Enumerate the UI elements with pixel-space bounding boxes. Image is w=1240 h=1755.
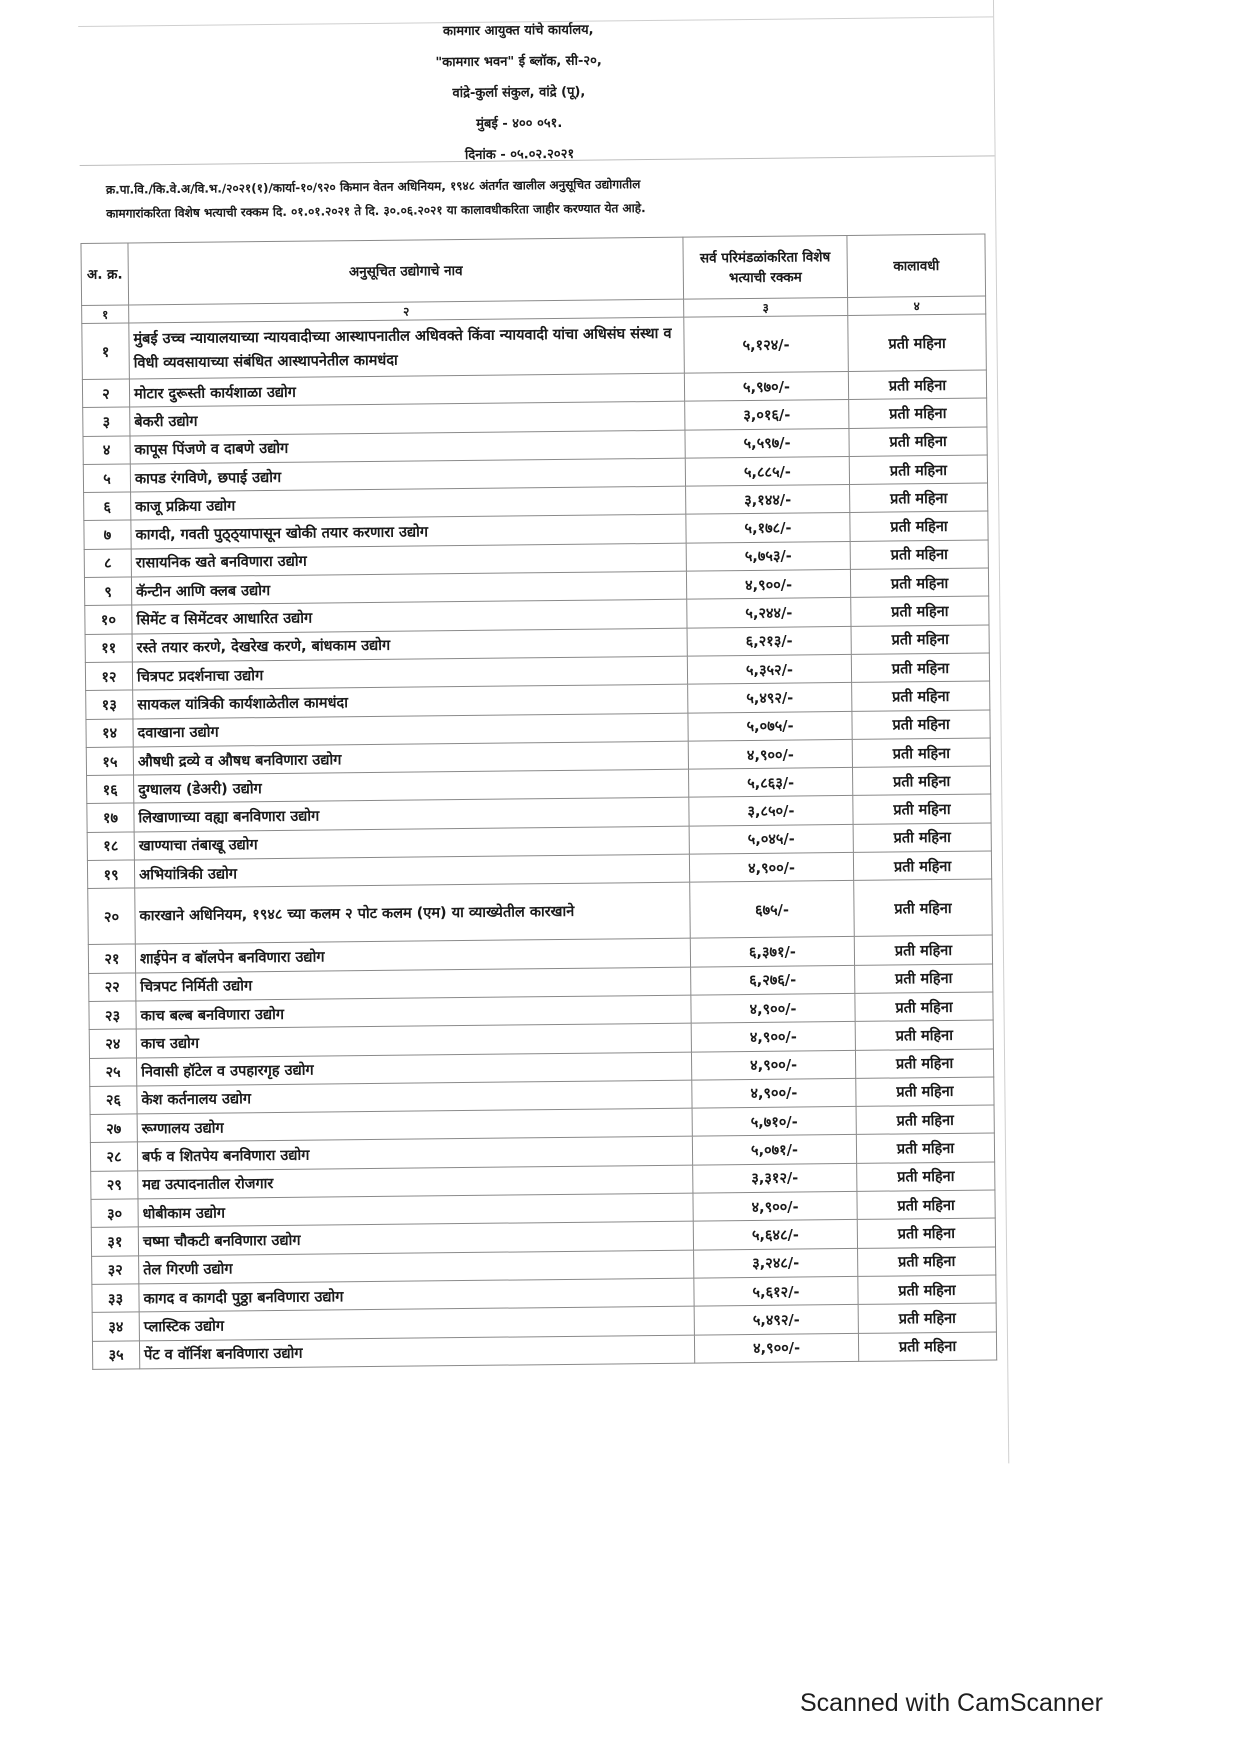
cell-industry-name: मद्य उत्पादनातील रोजगार: [138, 1165, 693, 1199]
cell-period: प्रती महिना: [854, 879, 993, 936]
cell-industry-name: अभियांत्रिकी उद्योग: [134, 854, 689, 888]
cell-amount: ३,८५०/-: [689, 796, 853, 826]
cell-period: प्रती महिना: [850, 511, 988, 541]
cell-period: प्रती महिना: [855, 992, 993, 1022]
cell-amount: ५,८८५/-: [685, 456, 849, 486]
cell-sr-no: ३: [83, 407, 130, 436]
cell-period: प्रती महिना: [849, 455, 987, 485]
cell-industry-name: चित्रपट प्रदर्शनाचा उद्योग: [132, 656, 687, 690]
cell-period: प्रती महिना: [858, 1331, 996, 1361]
cell-sr-no: २९: [91, 1171, 138, 1200]
cell-amount: ५,९७०/-: [684, 371, 848, 401]
cell-period: प्रती महिना: [851, 596, 989, 626]
cell-sr-no: ३०: [91, 1199, 138, 1228]
cell-sr-no: ३२: [92, 1256, 139, 1285]
cell-amount: ५,६४८/-: [693, 1220, 857, 1250]
cell-sr-no: ७: [84, 520, 131, 549]
cell-industry-name: खाण्याचा तंबाखू उद्योग: [134, 826, 689, 860]
cell-sr-no: ३५: [92, 1340, 139, 1369]
cell-amount: ४,९००/-: [691, 1050, 855, 1080]
cell-period: प्रती महिना: [855, 1049, 993, 1079]
cell-amount: ४,९००/-: [693, 1191, 857, 1221]
cell-sr-no: २७: [90, 1114, 137, 1143]
camscanner-watermark: Scanned with CamScanner: [800, 1689, 1103, 1717]
cell-sr-no: १८: [87, 832, 134, 861]
cell-amount: ५,७५३/-: [686, 541, 850, 571]
cell-period: प्रती महिना: [853, 851, 991, 881]
cell-sr-no: २: [82, 379, 129, 408]
cell-sr-no: २३: [89, 1001, 136, 1030]
cell-sr-no: १४: [86, 719, 133, 748]
table-row: [88, 879, 993, 944]
cell-amount: ६,३७१/-: [690, 937, 854, 967]
header-sr-no: अ. क्र.: [81, 243, 129, 305]
cell-amount: ४,९००/-: [691, 993, 855, 1023]
subject-paragraph: [106, 169, 986, 226]
cell-sr-no: २४: [89, 1029, 136, 1058]
cell-industry-name: पेंट व वॉर्निश बनविणारा उद्योग: [139, 1335, 694, 1369]
cell-sr-no: १६: [87, 775, 134, 804]
cell-period: प्रती महिना: [851, 625, 989, 655]
cell-amount: ५,७१०/-: [692, 1107, 856, 1137]
cell-industry-name: तेल गिरणी उद्योग: [139, 1250, 694, 1284]
cell-amount: ४,९००/-: [686, 570, 850, 600]
cell-period: प्रती महिना: [853, 823, 991, 853]
cell-amount: ५,४९२/-: [688, 683, 852, 713]
cell-amount: ४,९००/-: [688, 739, 852, 769]
cell-sr-no: २६: [90, 1086, 137, 1115]
cell-period: प्रती महिना: [852, 766, 990, 796]
cell-industry-name: रस्ते तयार करणे, देखरेख करणे, बांधकाम उद्योग: [132, 628, 687, 662]
document-sheet: [78, 0, 1009, 1473]
cell-industry-name: कापड रंगविणे, छपाई उद्योग: [130, 458, 685, 492]
cell-amount: ४,९००/-: [694, 1333, 858, 1363]
cell-period: प्रती महिना: [857, 1162, 995, 1192]
cell-amount: ५,३५२/-: [687, 654, 851, 684]
cell-amount: ४,९००/-: [692, 1078, 856, 1108]
document-date: दिनांक - ०५.०२.२०२१: [464, 146, 575, 163]
cell-period: प्रती महिना: [848, 370, 986, 400]
cell-industry-name: बर्फ व शितपेय बनविणारा उद्योग: [137, 1137, 692, 1171]
cell-industry-name: काच उद्योग: [136, 1023, 691, 1057]
letterhead: [308, 13, 730, 172]
cell-industry-name: रासायनिक खते बनविणारा उद्योग: [131, 543, 686, 577]
cell-sr-no: १७: [87, 803, 134, 832]
cell-industry-name: मोटार दुरूस्ती कार्यशाळा उद्योग: [129, 373, 684, 407]
table-row: [82, 314, 987, 379]
cell-industry-name: प्लास्टिक उद्योग: [139, 1306, 694, 1340]
cell-industry-name: औषधी द्रव्ये व औषध बनविणारा उद्योग: [133, 741, 688, 775]
cell-sr-no: ३१: [91, 1227, 138, 1256]
cell-amount: ५,०७५/-: [688, 711, 852, 741]
cell-sr-no: ३४: [92, 1312, 139, 1341]
cell-industry-name: लिखाणाच्या वह्या बनविणारा उद्योग: [134, 798, 689, 832]
header-period: कालावधी: [847, 234, 986, 297]
cell-amount: ५,२४४/-: [687, 598, 851, 628]
cell-period: प्रती महिना: [854, 935, 992, 965]
cell-amount: ५,८६३/-: [689, 768, 853, 798]
col-number-3: ३: [684, 297, 848, 317]
cell-industry-name: चित्रपट निर्मिती उद्योग: [136, 967, 691, 1001]
building-name: "कामगार भवन" ई ब्लॉक, सी-२०,: [435, 53, 602, 71]
cell-period: प्रती महिना: [857, 1218, 995, 1248]
address-area: वांद्रे-कुर्ला संकुल, वांद्रे (पू),: [452, 84, 586, 102]
cell-amount: ५,१२४/-: [684, 315, 849, 373]
cell-period: प्रती महिना: [849, 427, 987, 457]
cell-amount: ४,९००/-: [691, 1022, 855, 1052]
cell-period: प्रती महिना: [855, 1020, 993, 1050]
cell-amount: ५,०७१/-: [692, 1135, 856, 1165]
cell-period: प्रती महिना: [848, 314, 987, 371]
cell-industry-name: कारखाने अधिनियम, १९४८ च्या कलम २ पोट कलम (एम) या व्याख्येतील कारखाने: [135, 882, 691, 944]
address-city: मुंबई - ४०० ०५१.: [476, 115, 563, 132]
cell-amount: ५,०४५/-: [689, 824, 853, 854]
cell-industry-name: सिमेंट व सिमेंटवर आधारित उद्योग: [132, 600, 687, 634]
cell-sr-no: २१: [88, 944, 135, 973]
cell-period: प्रती महिना: [855, 964, 993, 994]
cell-industry-name: बेकरी उद्योग: [130, 401, 685, 435]
cell-sr-no: १: [82, 323, 130, 379]
cell-industry-name: चष्मा चौकटी बनविणारा उद्योग: [138, 1221, 693, 1255]
cell-sr-no: ४: [83, 436, 130, 465]
cell-industry-name: दुग्धालय (डेअरी) उद्योग: [134, 769, 689, 803]
cell-industry-name: रूग्णालय उद्योग: [137, 1108, 692, 1142]
cell-amount: ५,५९७/-: [685, 428, 849, 458]
cell-sr-no: ८: [84, 549, 131, 578]
table-body: [82, 314, 997, 1369]
cell-sr-no: १५: [86, 747, 133, 776]
cell-amount: ५,१७८/-: [686, 513, 850, 543]
cell-amount: ३,१४४/-: [686, 485, 850, 515]
cell-industry-name: निवासी हॉटेल व उपहारगृह उद्योग: [136, 1052, 691, 1086]
table-header-row: [81, 234, 986, 305]
cell-sr-no: ५: [83, 464, 130, 493]
cell-period: प्रती महिना: [856, 1105, 994, 1135]
cell-amount: ३,३१२/-: [693, 1163, 857, 1193]
cell-industry-name: काच बल्ब बनविणारा उद्योग: [136, 995, 691, 1029]
cell-period: प्रती महिना: [850, 483, 988, 513]
cell-sr-no: १०: [85, 605, 132, 634]
cell-period: प्रती महिना: [853, 794, 991, 824]
cell-amount: ५,४९२/-: [694, 1305, 858, 1335]
subject-line-1: क्र.पा.वि./कि.वे.अ/वि.भ./२०२१(१)/कार्या-१०/९२० किमान वेतन अधिनियम, १९४८ अंतर्गत खालील अनुसूचित उद्योगातील: [105, 177, 641, 197]
col-number-2: २: [129, 299, 684, 323]
cell-industry-name: सायकल यांत्रिकी कार्यशाळेतील कामधंदा: [133, 684, 688, 718]
cell-period: प्रती महिना: [858, 1303, 996, 1333]
cell-period: प्रती महिना: [856, 1077, 994, 1107]
office-name: कामगार आयुक्त यांचे कार्यालय,: [442, 22, 594, 40]
header-industry-name: अनुसूचित उद्योगाचे नाव: [128, 237, 684, 305]
cell-sr-no: ९: [84, 577, 131, 606]
cell-industry-name: कॅन्टीन आणि क्लब उद्योग: [131, 571, 686, 605]
cell-period: प्रती महिना: [856, 1133, 994, 1163]
cell-sr-no: १२: [85, 662, 132, 691]
cell-amount: ६,२७६/-: [691, 965, 855, 995]
cell-amount: ५,६१२/-: [694, 1276, 858, 1306]
cell-sr-no: २२: [89, 973, 136, 1002]
cell-amount: ६,२१३/-: [687, 626, 851, 656]
cell-industry-name: केश कर्तनालय उद्योग: [137, 1080, 692, 1114]
cell-amount: ३,२४८/-: [694, 1248, 858, 1278]
cell-industry-name: धोबीकाम उद्योग: [138, 1193, 693, 1227]
col-number-1: १: [82, 305, 129, 323]
cell-period: प्रती महिना: [850, 568, 988, 598]
cell-industry-name: कागद व कागदी पुठ्ठा बनविणारा उद्योग: [139, 1278, 694, 1312]
cell-amount: ६७५/-: [690, 881, 855, 939]
cell-sr-no: ११: [85, 634, 132, 663]
allowance-table: [80, 234, 997, 1370]
cell-sr-no: २०: [88, 888, 136, 944]
header-amount: सर्व परिमंडळांकरिता विशेष भत्याची रक्कम: [683, 235, 848, 299]
cell-period: प्रती महिना: [851, 653, 989, 683]
cell-period: प्रती महिना: [852, 681, 990, 711]
subject-line-2: कामगारांकरिता विशेष भत्याची रक्कम दि. ०१.०१.२०२१ ते दि. ३०.०६.२०२१ या कालावधीकरिता जाहीर करण्यात येत आहे.: [106, 201, 646, 221]
cell-sr-no: १९: [87, 860, 134, 889]
cell-period: प्रती महिना: [857, 1190, 995, 1220]
cell-sr-no: ३३: [92, 1284, 139, 1313]
cell-industry-name: कागदी, गवती पुठ्ठ्यापासून खोकी तयार करणारा उद्योग: [131, 515, 686, 549]
cell-period: प्रती महिना: [849, 398, 987, 428]
cell-industry-name: दवाखाना उद्योग: [133, 713, 688, 747]
cell-period: प्रती महिना: [850, 540, 988, 570]
cell-period: प्रती महिना: [852, 710, 990, 740]
cell-industry-name: शाईपेन व बॉलपेन बनविणारा उद्योग: [135, 938, 690, 972]
cell-industry-name: काजू प्रक्रिया उद्योग: [131, 486, 686, 520]
cell-amount: ४,९००/-: [689, 852, 853, 882]
cell-amount: ३,०१६/-: [685, 400, 849, 430]
cell-industry-name: मुंबई उच्च न्यायालयाच्या न्यायवादीच्या आस्थापनातील अधिवक्ते किंवा न्यायवादी यांचा अधिसंघ संस्था व विधी व्यवसायाच्या संबंधित आस्थापनेतील कामधंदा: [129, 317, 685, 379]
cell-period: प्रती महिना: [858, 1275, 996, 1305]
col-number-4: ४: [848, 296, 986, 315]
cell-sr-no: १३: [86, 690, 133, 719]
cell-period: प्रती महिना: [858, 1247, 996, 1277]
cell-industry-name: कापूस पिंजणे व दाबणे उद्योग: [130, 430, 685, 464]
cell-sr-no: २८: [90, 1142, 137, 1171]
cell-sr-no: ६: [84, 492, 131, 521]
cell-sr-no: २५: [89, 1057, 136, 1086]
cell-period: प्रती महिना: [852, 738, 990, 768]
